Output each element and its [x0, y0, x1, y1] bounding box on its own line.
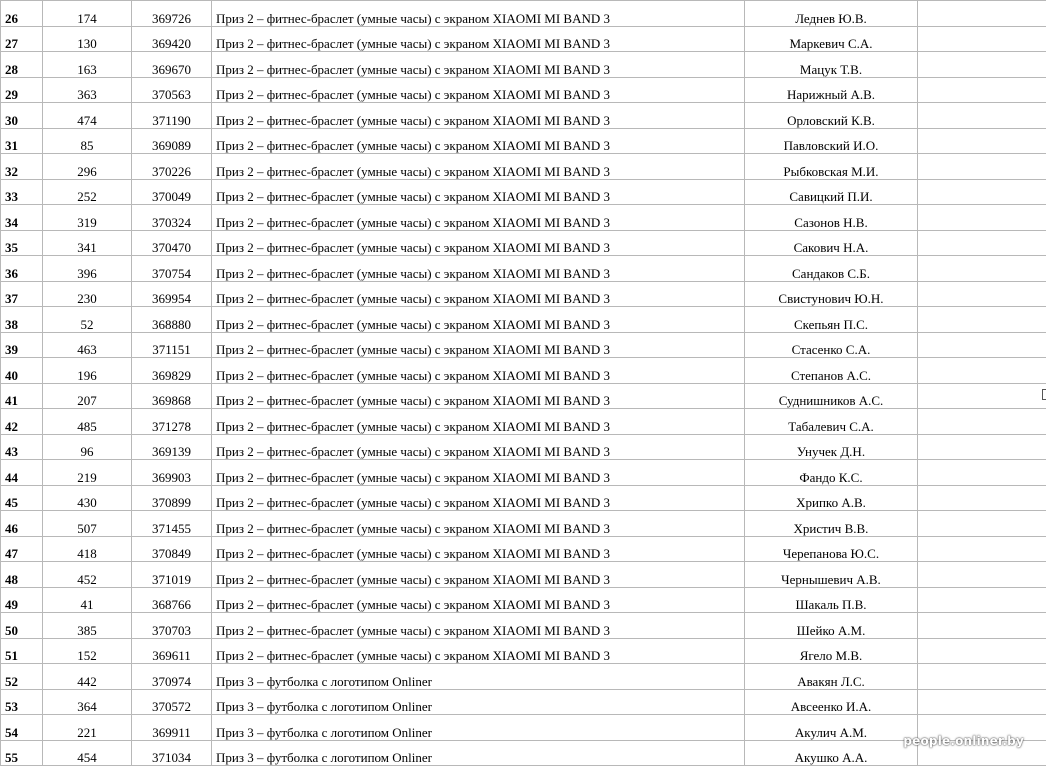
row-number-cell: 49 [1, 587, 43, 613]
ticket-number-cell: 369954 [132, 281, 212, 307]
row-number-cell: 36 [1, 256, 43, 282]
ticket-number-cell: 369420 [132, 26, 212, 52]
table-row [1, 536, 1046, 562]
prize-cell: Приз 2 – фитнес-браслет (умные часы) с экраном XIAOMI MI BAND 3 [212, 332, 745, 358]
prize-cell: Приз 2 – фитнес-браслет (умные часы) с экраном XIAOMI MI BAND 3 [212, 536, 745, 562]
code-cell: 230 [43, 281, 132, 307]
ticket-number-cell: 371455 [132, 511, 212, 537]
winner-name-cell: Хрипко А.В. [745, 485, 918, 511]
ticket-number-cell: 370226 [132, 154, 212, 180]
empty-cell [918, 256, 1046, 282]
winner-name-cell: Унучек Д.Н. [745, 434, 918, 460]
table-row [1, 281, 1046, 307]
table-row [1, 562, 1046, 588]
code-cell: 396 [43, 256, 132, 282]
code-cell: 96 [43, 434, 132, 460]
code-cell: 196 [43, 358, 132, 384]
empty-cell [918, 77, 1046, 103]
prize-cell: Приз 3 – футболка с логотипом Onliner [212, 664, 745, 690]
ticket-number-cell: 369726 [132, 1, 212, 27]
winner-name-cell: Степанов А.С. [745, 358, 918, 384]
row-number-cell: 33 [1, 179, 43, 205]
winner-name-cell: Скепьян П.С. [745, 307, 918, 333]
winner-name-cell: Сазонов Н.В. [745, 205, 918, 231]
empty-cell [918, 562, 1046, 588]
table-row [1, 511, 1046, 537]
empty-cell [918, 230, 1046, 256]
row-number-cell: 55 [1, 740, 43, 766]
empty-cell [918, 536, 1046, 562]
winner-name-cell: Савицкий П.И. [745, 179, 918, 205]
table-row [1, 52, 1046, 78]
empty-cell [918, 613, 1046, 639]
table-row [1, 205, 1046, 231]
winner-name-cell: Авсеенко И.А. [745, 689, 918, 715]
table-row [1, 664, 1046, 690]
ticket-number-cell: 371278 [132, 409, 212, 435]
ticket-number-cell: 369611 [132, 638, 212, 664]
edge-marker [1042, 389, 1046, 400]
row-number-cell: 46 [1, 511, 43, 537]
row-number-cell: 37 [1, 281, 43, 307]
row-number-cell: 44 [1, 460, 43, 486]
prize-cell: Приз 2 – фитнес-браслет (умные часы) с экраном XIAOMI MI BAND 3 [212, 179, 745, 205]
table-row [1, 256, 1046, 282]
code-cell: 385 [43, 613, 132, 639]
prize-cell: Приз 2 – фитнес-браслет (умные часы) с экраном XIAOMI MI BAND 3 [212, 77, 745, 103]
empty-cell [918, 460, 1046, 486]
prize-cell: Приз 2 – фитнес-браслет (умные часы) с экраном XIAOMI MI BAND 3 [212, 562, 745, 588]
winner-name-cell: Чернышевич А.В. [745, 562, 918, 588]
prize-cell: Приз 2 – фитнес-браслет (умные часы) с экраном XIAOMI MI BAND 3 [212, 256, 745, 282]
empty-cell [918, 409, 1046, 435]
table-row [1, 179, 1046, 205]
ticket-number-cell: 369868 [132, 383, 212, 409]
ticket-number-cell: 370703 [132, 613, 212, 639]
winner-name-cell: Суднишников А.С. [745, 383, 918, 409]
ticket-number-cell: 368766 [132, 587, 212, 613]
table-row [1, 613, 1046, 639]
winner-name-cell: Акулич А.М. [745, 715, 918, 741]
winner-name-cell: Нарижный А.В. [745, 77, 918, 103]
ticket-number-cell: 370049 [132, 179, 212, 205]
empty-cell [918, 689, 1046, 715]
winner-name-cell: Рыбковская М.И. [745, 154, 918, 180]
code-cell: 85 [43, 128, 132, 154]
ticket-number-cell: 371019 [132, 562, 212, 588]
table-row [1, 638, 1046, 664]
ticket-number-cell: 370563 [132, 77, 212, 103]
code-cell: 152 [43, 638, 132, 664]
row-number-cell: 38 [1, 307, 43, 333]
table-row [1, 740, 1046, 766]
ticket-number-cell: 370849 [132, 536, 212, 562]
row-number-cell: 47 [1, 536, 43, 562]
prize-cell: Приз 2 – фитнес-браслет (умные часы) с экраном XIAOMI MI BAND 3 [212, 128, 745, 154]
prize-cell: Приз 2 – фитнес-браслет (умные часы) с экраном XIAOMI MI BAND 3 [212, 613, 745, 639]
row-number-cell: 40 [1, 358, 43, 384]
code-cell: 442 [43, 664, 132, 690]
row-number-cell: 30 [1, 103, 43, 129]
prize-cell: Приз 2 – фитнес-браслет (умные часы) с экраном XIAOMI MI BAND 3 [212, 409, 745, 435]
ticket-number-cell: 370974 [132, 664, 212, 690]
table-row [1, 307, 1046, 333]
row-number-cell: 28 [1, 52, 43, 78]
ticket-number-cell: 369829 [132, 358, 212, 384]
row-number-cell: 31 [1, 128, 43, 154]
empty-cell [918, 587, 1046, 613]
ticket-number-cell: 370470 [132, 230, 212, 256]
ticket-number-cell: 369903 [132, 460, 212, 486]
table-row [1, 485, 1046, 511]
table-row [1, 434, 1046, 460]
table-row [1, 154, 1046, 180]
empty-cell [918, 281, 1046, 307]
row-number-cell: 29 [1, 77, 43, 103]
prize-cell: Приз 3 – футболка с логотипом Onliner [212, 715, 745, 741]
row-number-cell: 26 [1, 1, 43, 27]
winner-name-cell: Акушко А.А. [745, 740, 918, 766]
code-cell: 174 [43, 1, 132, 27]
row-number-cell: 41 [1, 383, 43, 409]
table-row [1, 689, 1046, 715]
empty-cell [918, 179, 1046, 205]
table-row [1, 103, 1046, 129]
ticket-number-cell: 368880 [132, 307, 212, 333]
code-cell: 463 [43, 332, 132, 358]
code-cell: 52 [43, 307, 132, 333]
code-cell: 341 [43, 230, 132, 256]
row-number-cell: 53 [1, 689, 43, 715]
prize-cell: Приз 3 – футболка с логотипом Onliner [212, 689, 745, 715]
table-row [1, 332, 1046, 358]
ticket-number-cell: 369089 [132, 128, 212, 154]
code-cell: 485 [43, 409, 132, 435]
empty-cell [918, 26, 1046, 52]
ticket-number-cell: 369670 [132, 52, 212, 78]
winner-name-cell: Шейко А.М. [745, 613, 918, 639]
prize-cell: Приз 2 – фитнес-браслет (умные часы) с экраном XIAOMI MI BAND 3 [212, 460, 745, 486]
ticket-number-cell: 370324 [132, 205, 212, 231]
ticket-number-cell: 371151 [132, 332, 212, 358]
table-row [1, 383, 1046, 409]
watermark: people.onliner.by [903, 734, 1024, 748]
code-cell: 41 [43, 587, 132, 613]
ticket-number-cell: 370572 [132, 689, 212, 715]
code-cell: 207 [43, 383, 132, 409]
code-cell: 452 [43, 562, 132, 588]
prize-cell: Приз 2 – фитнес-браслет (умные часы) с экраном XIAOMI MI BAND 3 [212, 281, 745, 307]
prize-cell: Приз 2 – фитнес-браслет (умные часы) с экраном XIAOMI MI BAND 3 [212, 52, 745, 78]
winner-name-cell: Сакович Н.А. [745, 230, 918, 256]
prize-cell: Приз 2 – фитнес-браслет (умные часы) с экраном XIAOMI MI BAND 3 [212, 103, 745, 129]
code-cell: 219 [43, 460, 132, 486]
empty-cell [918, 128, 1046, 154]
code-cell: 296 [43, 154, 132, 180]
empty-cell [918, 485, 1046, 511]
prize-cell: Приз 2 – фитнес-браслет (умные часы) с экраном XIAOMI MI BAND 3 [212, 1, 745, 27]
table-row [1, 77, 1046, 103]
empty-cell [918, 103, 1046, 129]
code-cell: 363 [43, 77, 132, 103]
code-cell: 454 [43, 740, 132, 766]
table-row [1, 1, 1046, 27]
winner-name-cell: Леднев Ю.В. [745, 1, 918, 27]
code-cell: 364 [43, 689, 132, 715]
ticket-number-cell: 369139 [132, 434, 212, 460]
table-row [1, 460, 1046, 486]
ticket-number-cell: 370754 [132, 256, 212, 282]
prize-cell: Приз 3 – футболка с логотипом Onliner [212, 740, 745, 766]
results-table-body [1, 1, 1046, 766]
row-number-cell: 45 [1, 485, 43, 511]
winner-name-cell: Христич В.В. [745, 511, 918, 537]
empty-cell [918, 154, 1046, 180]
code-cell: 130 [43, 26, 132, 52]
winner-name-cell: Павловский И.О. [745, 128, 918, 154]
row-number-cell: 50 [1, 613, 43, 639]
row-number-cell: 35 [1, 230, 43, 256]
row-number-cell: 43 [1, 434, 43, 460]
ticket-number-cell: 369911 [132, 715, 212, 741]
winner-name-cell: Шакаль П.В. [745, 587, 918, 613]
row-number-cell: 54 [1, 715, 43, 741]
prize-cell: Приз 2 – фитнес-браслет (умные часы) с экраном XIAOMI MI BAND 3 [212, 358, 745, 384]
code-cell: 221 [43, 715, 132, 741]
prize-cell: Приз 2 – фитнес-браслет (умные часы) с экраном XIAOMI MI BAND 3 [212, 511, 745, 537]
winner-name-cell: Черепанова Ю.С. [745, 536, 918, 562]
table-row [1, 26, 1046, 52]
prize-cell: Приз 2 – фитнес-браслет (умные часы) с экраном XIAOMI MI BAND 3 [212, 587, 745, 613]
row-number-cell: 51 [1, 638, 43, 664]
empty-cell [918, 332, 1046, 358]
empty-cell [918, 205, 1046, 231]
row-number-cell: 52 [1, 664, 43, 690]
table-row [1, 358, 1046, 384]
row-number-cell: 32 [1, 154, 43, 180]
prize-cell: Приз 2 – фитнес-браслет (умные часы) с экраном XIAOMI MI BAND 3 [212, 434, 745, 460]
winner-name-cell: Стасенко С.А. [745, 332, 918, 358]
winner-name-cell: Маркевич С.А. [745, 26, 918, 52]
empty-cell [918, 1, 1046, 27]
winner-name-cell: Авакян Л.С. [745, 664, 918, 690]
winner-name-cell: Орловский К.В. [745, 103, 918, 129]
empty-cell [918, 52, 1046, 78]
code-cell: 418 [43, 536, 132, 562]
empty-cell [918, 664, 1046, 690]
table-row [1, 230, 1046, 256]
ticket-number-cell: 370899 [132, 485, 212, 511]
row-number-cell: 27 [1, 26, 43, 52]
table-row [1, 409, 1046, 435]
row-number-cell: 48 [1, 562, 43, 588]
prize-cell: Приз 2 – фитнес-браслет (умные часы) с экраном XIAOMI MI BAND 3 [212, 638, 745, 664]
code-cell: 430 [43, 485, 132, 511]
winner-name-cell: Фандо К.С. [745, 460, 918, 486]
code-cell: 507 [43, 511, 132, 537]
ticket-number-cell: 371190 [132, 103, 212, 129]
winner-name-cell: Мацук Т.В. [745, 52, 918, 78]
code-cell: 319 [43, 205, 132, 231]
winner-name-cell: Свистунович Ю.Н. [745, 281, 918, 307]
prize-cell: Приз 2 – фитнес-браслет (умные часы) с экраном XIAOMI MI BAND 3 [212, 205, 745, 231]
winner-name-cell: Ягело М.В. [745, 638, 918, 664]
empty-cell [918, 358, 1046, 384]
code-cell: 163 [43, 52, 132, 78]
empty-cell [918, 434, 1046, 460]
prize-cell: Приз 2 – фитнес-браслет (умные часы) с экраном XIAOMI MI BAND 3 [212, 383, 745, 409]
row-number-cell: 39 [1, 332, 43, 358]
ticket-number-cell: 371034 [132, 740, 212, 766]
empty-cell [918, 511, 1046, 537]
empty-cell [918, 307, 1046, 333]
table-row [1, 715, 1046, 741]
prize-cell: Приз 2 – фитнес-браслет (умные часы) с экраном XIAOMI MI BAND 3 [212, 307, 745, 333]
row-number-cell: 34 [1, 205, 43, 231]
prize-cell: Приз 2 – фитнес-браслет (умные часы) с экраном XIAOMI MI BAND 3 [212, 26, 745, 52]
winner-name-cell: Табалевич С.А. [745, 409, 918, 435]
empty-cell [918, 383, 1046, 409]
table-row [1, 587, 1046, 613]
winner-name-cell: Сандаков С.Б. [745, 256, 918, 282]
row-number-cell: 42 [1, 409, 43, 435]
code-cell: 252 [43, 179, 132, 205]
table-row [1, 128, 1046, 154]
prize-cell: Приз 2 – фитнес-браслет (умные часы) с экраном XIAOMI MI BAND 3 [212, 154, 745, 180]
code-cell: 474 [43, 103, 132, 129]
prize-cell: Приз 2 – фитнес-браслет (умные часы) с экраном XIAOMI MI BAND 3 [212, 485, 745, 511]
empty-cell [918, 638, 1046, 664]
prize-cell: Приз 2 – фитнес-браслет (умные часы) с экраном XIAOMI MI BAND 3 [212, 230, 745, 256]
